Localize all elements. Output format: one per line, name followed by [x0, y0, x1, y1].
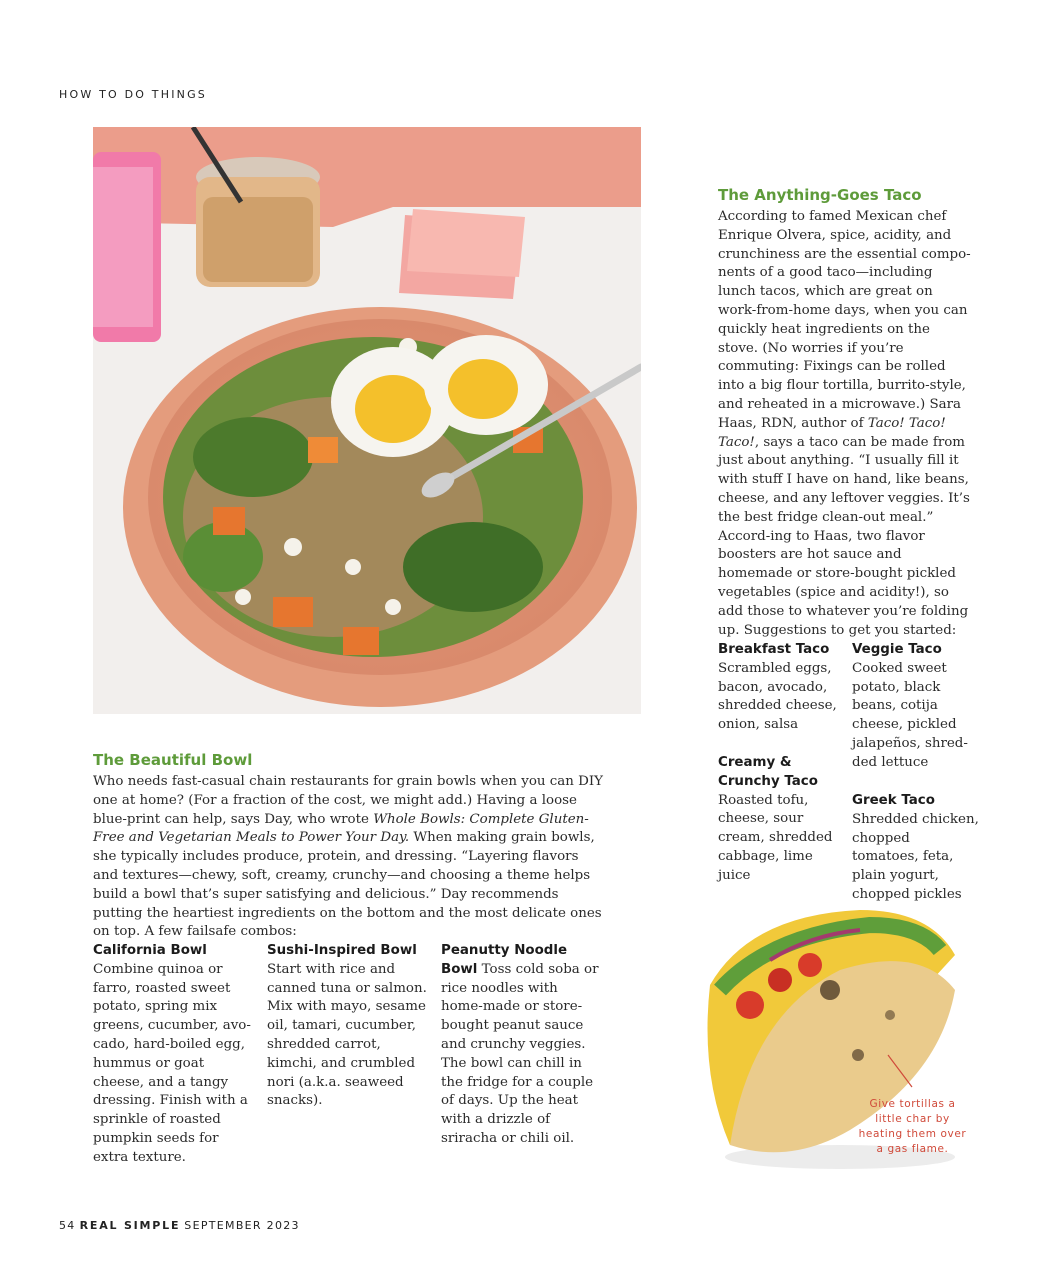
- combo-title: Peanutty Noodle Bowl: [441, 943, 568, 977]
- combo-title: Sushi-Inspired Bowl: [267, 943, 417, 958]
- combo-sushi-bowl: [267, 942, 427, 1111]
- taco-option-breakfast: [718, 641, 846, 735]
- grain-bowl-photo: [93, 127, 641, 714]
- bowl-intro: Who needs fast-casual chain restaurants for grain bowls when you can DIY one at home? (For a fraction of the cost, we might add.) Having a loose blue-print can help, says Day, who wrote Whole Bowls: Complete Gluten-Free and Vegetarian Meals to Power Your Day. When making grain bowls, she typically includes produce, protein, and dressing. “Layering flavors and textures—chewy, soft, creamy, crunchy—and choosing a theme helps build a bowl that’s super satisfying and delicious.” Day recommends putting the heartiest ingredients on the bottom and the most delicate ones on top. A few failsafe combos:: [93, 774, 604, 940]
- combo-text: Toss cold soba or rice noodles with home-made or store-bought peanut sauce and crunchy veggies. The bowl can chill in the fridge for a couple of days. Up the heat with a drizzle of sriracha or chili oil.: [441, 961, 599, 1146]
- taco-option-text: Roasted tofu, cheese, sour cream, shredded cabbage, lime juice: [718, 792, 833, 883]
- taco-option-text: Cooked sweet potato, black beans, cotija cheese, pickled jalapeños, shred-ded lettuce: [852, 660, 968, 770]
- combo-text: Start with rice and canned tuna or salmon. Mix with mayo, sesame oil, tamari, cucumber, shredded carrot, kimchi, and crumbled nori (a.k.a. seaweed snacks).: [267, 961, 427, 1109]
- taco-option-title: Veggie Taco: [852, 642, 942, 657]
- taco-caption: Give tortillas a little char by heating them over a gas flame.: [858, 1098, 967, 1155]
- taco-option-veggie: [852, 641, 980, 773]
- page-footer: [59, 1219, 300, 1232]
- taco-option-text: Shredded chicken, chopped tomatoes, feta, plain yogurt, chopped pickles: [852, 811, 979, 902]
- combo-peanutty-noodle-bowl: [441, 942, 603, 1149]
- combo-california-bowl: [93, 942, 253, 1168]
- taco-option-title: Greek Taco: [852, 793, 935, 808]
- taco-heading: The Anything-Goes Taco: [718, 186, 922, 204]
- issue-date: SEPTEMBER 2023: [184, 1219, 300, 1232]
- combo-text: Combine quinoa or farro, roasted sweet potato, spring mix greens, cucumber, avo-cado, hard-boiled egg, hummus or goat cheese, and a tangy dressing. Finish with a sprinkle of roasted pumpkin seeds for extra texture.: [93, 961, 251, 1165]
- taco-option-title: Breakfast Taco: [718, 642, 830, 657]
- taco-option-text: Scrambled eggs, bacon, avocado, shredded cheese, onion, salsa: [718, 660, 837, 733]
- taco-body: According to famed Mexican chef Enrique Olvera, spice, acidity, and crunchiness are the essential compo-nents of a good taco—including lunch tacos, which are great on work-from-home days, when you can quickly heat ingredients on the stove. (No worries if you’re commuting: Fixings can be rolled into a big flour tortilla, burrito-style, and reheated in a microwave.) Sara Haas, RDN, author of Taco! Taco! Taco!, says a taco can be made from just about anything. “I usually fill it with stuff I have on hand, like beans, cheese, and any leftover veggies. It’s the best fridge clean-out meal.” Accord-ing to Haas, two flavor boosters are hot sauce and homemade or store-bought pickled vegetables (spice and acidity!), so add those to whatever you’re folding up. Suggestions to get you started:: [718, 209, 971, 638]
- magazine-brand: REAL SIMPLE: [79, 1219, 181, 1232]
- page-number: 54: [59, 1219, 76, 1232]
- bowl-heading: The Beautiful Bowl: [93, 751, 253, 769]
- taco-option-title: Creamy & Crunchy Taco: [718, 755, 818, 789]
- taco-option-creamy-crunchy: [718, 754, 836, 886]
- taco-option-greek: [852, 792, 980, 905]
- section-label: HOW TO DO THINGS: [59, 88, 207, 101]
- combo-title: California Bowl: [93, 943, 207, 958]
